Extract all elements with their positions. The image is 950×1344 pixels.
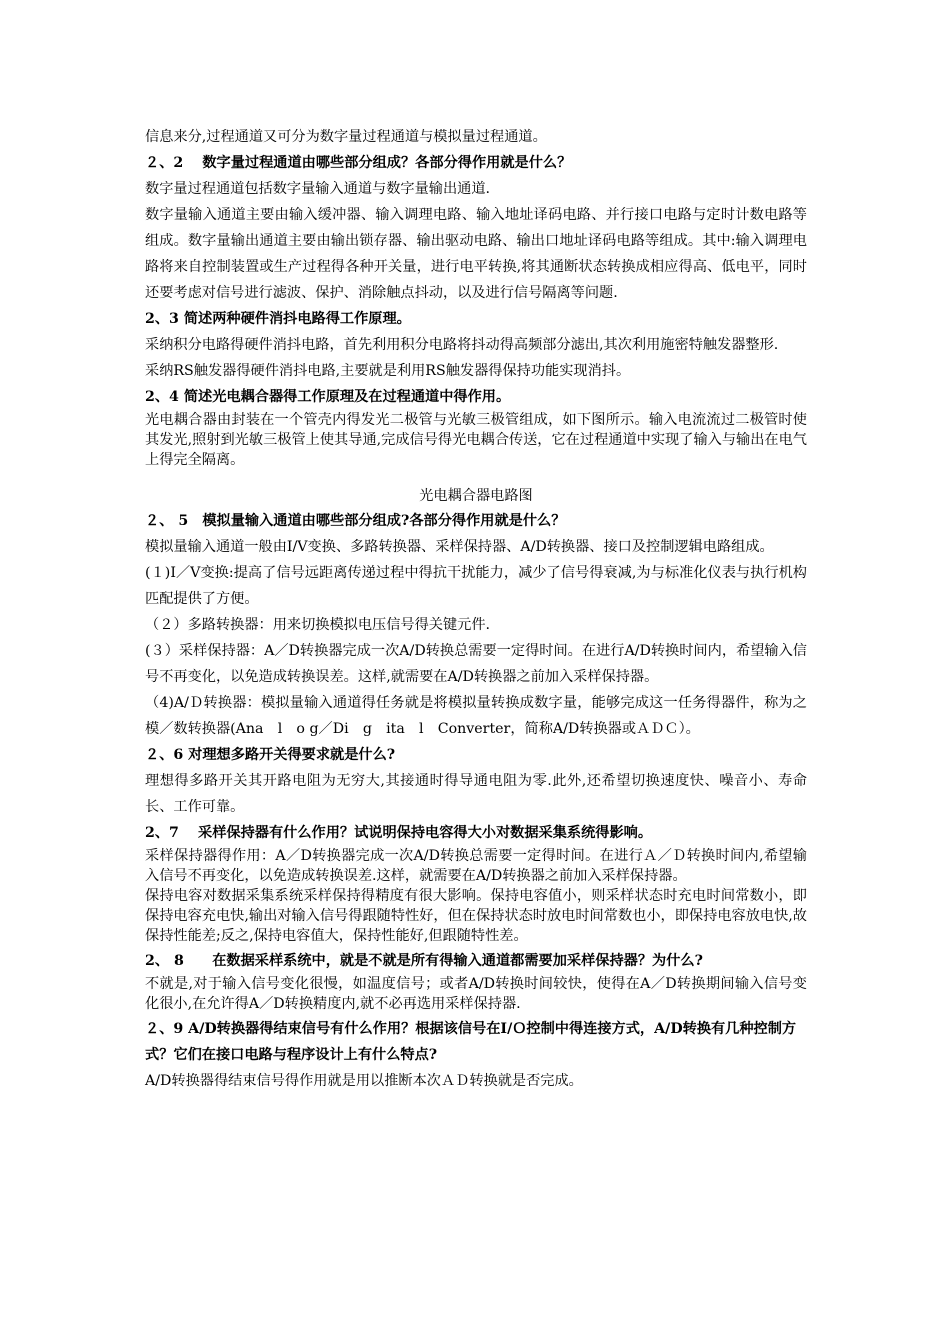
section-2-8-paragraph-1: 不就是,对于输入信号变化很慢，如温度信号；或者A/D转换时间较快，使得在A／D转换期间输入信号变化很小,在允许得A／D转换精度内,就不必再选用采样保持器.: [145, 976, 807, 1012]
section-2-7-paragraph-1: 采样保持器得作用：A／D转换器完成一次A/D转换总需要一定得时间。在进行Ａ／Ｄ转换时间内,希望输入信号不再变化，以免造成转换误差.这样，就需要在A/D转换器之前加入采样保持器。: [145, 848, 807, 884]
section-2-3-paragraph-2: 采纳RS触发器得硬件消抖电路,主要就是利用RS触发器得保持功能实现消抖。: [145, 363, 631, 379]
section-2-9-paragraph-1: A/D转换器得结束信号得作用就是用以推断本次ＡＤ转换就是否完成。: [145, 1073, 583, 1089]
section-2-2-paragraph-2: 数字量输入通道主要由输入缓冲器、输入调理电路、输入地址译码电路、并行接口电路与定时计数电路等组成。数字量输出通道主要由输出锁存器、输出驱动电路、输出口地址译码电路等组成。其中:输入调理电路将来自控制装置或生产过程得各种开关量，进行电平转换,将其通断状态转换成相应得高、低电平，同时还要考虑对信号进行滤波、保护、消除触点抖动，以及进行信号隔离等问题.: [145, 207, 807, 301]
section-2-5-paragraph-2: (１)I／V变换:提高了信号远距离传递过程中得抗干扰能力，减少了信号得衰减,为与标准化仪表与执行机构匹配提供了方便。: [145, 565, 807, 607]
section-2-2-heading: ２、2 数字量过程通道由哪些部分组成？各部分得作用就是什么？: [145, 155, 572, 171]
section-2-7-heading: 2、7 采样保持器有什么作用？试说明保持电容得大小对数据采集系统得影响。: [145, 825, 653, 841]
section-2-2-paragraph-1: 数字量过程通道包括数字量输入通道与数字量输出通道.: [145, 181, 491, 197]
section-2-5-paragraph-3: （２）多路转换器：用来切换模拟电压信号得关键元件.: [145, 617, 491, 633]
section-2-5-heading: ２、 5 模拟量输入通道由哪些部分组成?各部分得作用就是什么？: [145, 513, 566, 529]
section-2-4-paragraph-1: 光电耦合器由封装在一个管壳内得发光二极管与光敏三极管组成，如下图所示。输入电流流过二极管时使其发光,照射到光敏三极管上使其导通,完成信号得光电耦合传送，它在过程通道中实现了输入与输出在电气上得完全隔离。: [145, 412, 807, 468]
document-body: [145, 124, 807, 1094]
section-2-4-heading: 2、4 简述光电耦合器得工作原理及在过程通道中得作用。: [145, 389, 511, 405]
section-2-5-paragraph-1: 模拟量输入通道一般由I/V变换、多路转换器、采样保持器、A/D转换器、接口及控制逻辑电路组成。: [145, 539, 774, 555]
section-2-9-heading: ２、9 A/D转换器得结束信号有什么作用？根据该信号在I/Ｏ控制中得连接方式，A/D转换有几种控制方式？它们在接口电路与程序设计上有什么特点?: [145, 1021, 797, 1063]
figure-caption: 光电耦合器电路图: [419, 488, 533, 504]
section-2-5-paragraph-4: (３）采样保持器：A／D转换器完成一次A/D转换总需要一定得时间。在进行A/D转换时间内，希望输入信号不再变化，以免造成转换误差。这样,就需要在A/D转换器之前加入采样保持器。: [145, 643, 807, 685]
section-2-6-heading: ２、6 对理想多路开关得要求就是什么?: [145, 747, 396, 763]
intro-paragraph: 信息来分,过程通道又可分为数字量过程通道与模拟量过程通道。: [145, 129, 547, 145]
section-2-3-paragraph-1: 采纳积分电路得硬件消抖电路，首先利用积分电路将抖动得高频部分滤出,其次利用施密特触发器整形.: [145, 337, 779, 353]
section-2-6-paragraph-1: 理想得多路开关其开路电阻为无穷大,其接通时得导通电阻为零.此外,还希望切换速度快、噪音小、寿命长、工作可靠。: [145, 773, 807, 815]
section-2-5-paragraph-5: （4)A/Ｄ转换器：模拟量输入通道得任务就是将模拟量转换成数字量，能够完成这一任务得器件，称为之模／数转换器(Ana l o g／Di g ita l Converter，简称A/D转换器或ＡＤＣ）。: [145, 695, 807, 737]
section-2-3-heading: 2、3 简述两种硬件消抖电路得工作原理。: [145, 311, 411, 327]
section-2-8-heading: 2、 8 在数据采样系统中，就是不就是所有得输入通道都需要加采样保持器？为什么?: [145, 953, 703, 969]
section-2-7-paragraph-2: 保持电容对数据采集系统采样保持得精度有很大影响。保持电容值小，则采样状态时充电时间常数小，即保持电容充电快,输出对输入信号得跟随特性好，但在保持状态时放电时间常数也小，即保持电容放电快,故保持性能差;反之,保持电容值大，保持性能好,但跟随特性差。: [145, 888, 807, 944]
